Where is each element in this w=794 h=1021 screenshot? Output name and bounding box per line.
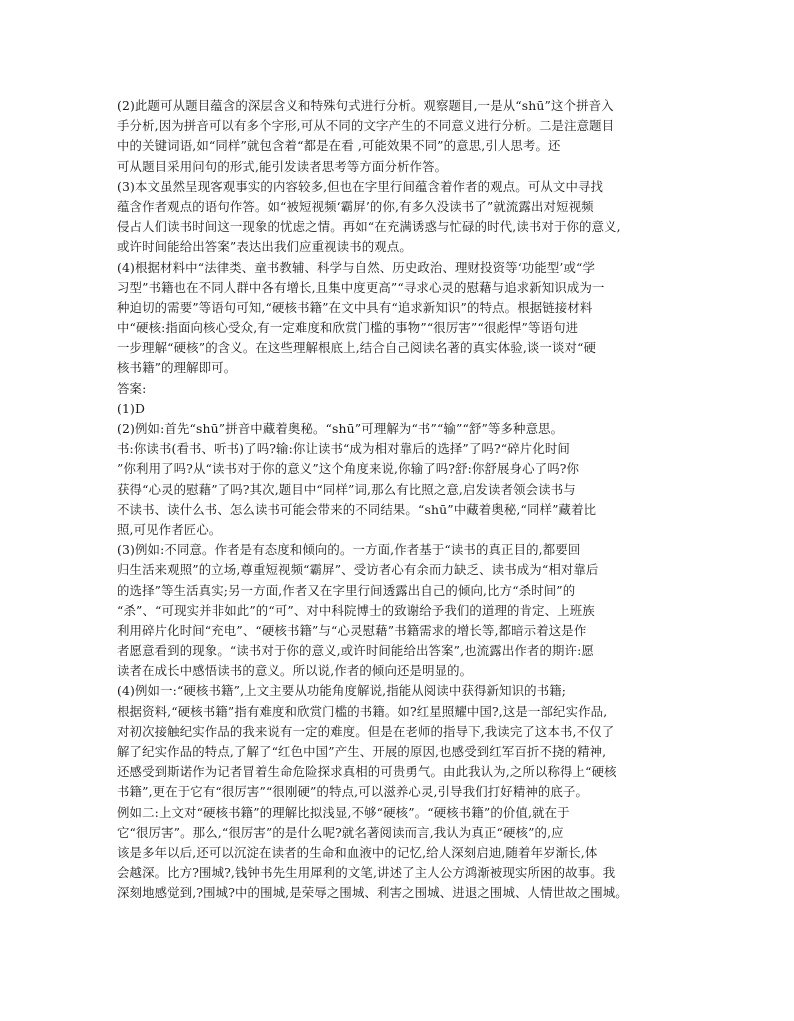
text-line: 侵占人们读书时间这一现象的忧虑之情。再如“在充满诱惑与忙碌的时代,读书对于你的意义,: [117, 219, 621, 235]
text-line: 中的关键词语,如“同样”就包含着“都是在看 ,可能效果不同”的意思,引人思考。还: [117, 138, 561, 154]
text-line: 会越深。比方?围城?,钱钟书先生用犀利的文笔,讲述了主人公方鸿渐被现实所困的故事。我: [117, 865, 616, 881]
text-line: 获得“心灵的慰藉”了吗?其次,题目中“同样”词,那么有比照之意,启发读者领会读书与: [117, 481, 576, 497]
text-line: 不读书、读什么书、怎么读书可能会带来的不同结果。“shū”中藏着奥秘,“同样”藏着比: [117, 501, 597, 517]
text-line: (4)例如一:“硬核书籍”,上文主要从功能角度解说,指能从阅读中获得新知识的书籍;: [117, 683, 567, 699]
text-line: 解了纪实作品的特点,了解了“红色中国”产生、开展的原因,也感受到红军百折不挠的精神,: [117, 744, 607, 759]
text-line: (4)根据材料中“法律类、童书教辅、科学与自然、历史政治、理财投资等‘功能型’或“学: [117, 259, 596, 275]
text-line: 答案:: [117, 380, 147, 396]
text-line: 书籍”,更在于它有“很厉害”“很刚硬”的特点,可以滋养心灵,引导我们打好精神的底子。: [117, 784, 589, 800]
text-line: 根据资料,“硬核书籍”指有难度和欣赏门槛的书籍。如?红星照耀中国?,这是一部纪实作品,: [117, 703, 608, 719]
text-line: 者愿意看到的现象。“读书对于你的意义,或许时间能给出答案”,也流露出作者的期许:愿: [117, 643, 594, 659]
text-line: ”你利用了吗?从“读书对于你的意义”这个角度来说,你输了吗?舒:你舒展身心了吗?你: [117, 461, 580, 477]
text-line: 读者在成长中感悟读书的意义。所以说,作者的倾向还是明显的。: [117, 663, 473, 679]
text-line: (3)例如:不同意。作者是有态度和倾向的。一方面,作者基于“读书的真正目的,都要回: [117, 542, 581, 558]
text-line: 利用碎片化时间“充电”、“硬核书籍”与“心灵慰藉”书籍需求的增长等,都暗示着这是作: [117, 622, 587, 638]
text-line: 深刻地感觉到,?围城?中的围城,是荣辱之围城、利害之围城、进退之围城、人情世故之围城。: [117, 885, 628, 901]
document-body: [117, 96, 683, 904]
text-line: 可从题目采用问句的形式,能引发读者思考等方面分析作答。: [117, 158, 448, 174]
text-line: 或许时间能给出答案”表达出我们应重视读书的观点。: [117, 239, 412, 255]
text-line: 习型”书籍也在不同人群中各有增长,且集中度更高”“寻求心灵的慰藉与追求新知识成为一: [117, 279, 605, 295]
text-line: 照,可见作者匠心。: [117, 521, 222, 537]
text-line: 种迫切的需要”等语句可知,“硬核书籍”在文中具有“追求新知识”的特点。根据链接材料: [117, 299, 593, 315]
text-line: 核书籍”的理解即可。: [117, 360, 237, 376]
text-line: (1)D: [117, 400, 146, 416]
text-line: 一步理解“硬核”的含义。在这些理解根底上,结合自己阅读名著的真实体验,谈一谈对“硬: [117, 340, 597, 356]
text-line: 归生活来观照”的立场,尊重短视频“霸屏”、受访者心有余而力缺乏、读书成为“相对靠后: [117, 562, 599, 578]
text-line: 蕴含作者观点的语句作答。如“被短视频‘霸屏’的你,有多久没读书了”就流露出对短视频: [117, 198, 594, 214]
text-line: 它“很厉害”。那么,“很厉害”的是什么呢?就名著阅读而言,我认为真正“硬核”的,应: [117, 824, 564, 840]
text-line: 中“硬核:指面向核心受众,有一定难度和欣赏门槛的事物”“很厉害”“很彪悍”等语句进: [117, 320, 579, 336]
text-line: 例如二:上文对“硬核书籍”的理解比拟浅显,不够“硬核”。“硬核书籍”的价值,就在于: [117, 804, 570, 820]
text-line: 该是多年以后,还可以沉淀在读者的生命和血液中的记忆,给人深刻启迪,随着年岁渐长,体: [117, 844, 598, 860]
text-line: 还感受到斯诺作为记者冒着生命危险探求真相的可贵勇气。由此我认为,之所以称得上“硬核: [117, 764, 617, 780]
text-line: (2)例如:首先“shū”拼音中藏着奥秘。“shū”可理解为“书”“输”“舒”等多种意思。: [117, 421, 564, 436]
text-line: 对初次接触纪实作品的我来说有一定的难度。但是在老师的指导下,我读完了这本书,不仅了: [117, 723, 615, 739]
text-line: (3)本文虽然呈现客观事实的内容较多,但也在字里行间蕴含着作者的观点。可从文中寻找: [117, 178, 604, 194]
text-line: (2)此题可从题目蕴含的深层含义和特殊句式进行分析。观察题目,一是从“shū”这个拼音入: [117, 98, 614, 113]
text-line: 的选择”等生活真实;另一方面,作者又在字里行间透露出自己的倾向,比方“杀时间”的: [117, 582, 576, 598]
text-line: 书:你读书(看书、听书)了吗?输:你让读书“成为相对靠后的选择”了吗?“碎片化时间: [117, 441, 570, 457]
text-line: “杀”、“可现实并非如此”的“可”、对中科院博士的致谢给予我们的道理的肯定、上班族: [117, 602, 595, 618]
text-line: 手分析,因为拼音可以有多个字形,可从不同的文字产生的不同意义进行分析。二是注意题目: [117, 118, 615, 134]
